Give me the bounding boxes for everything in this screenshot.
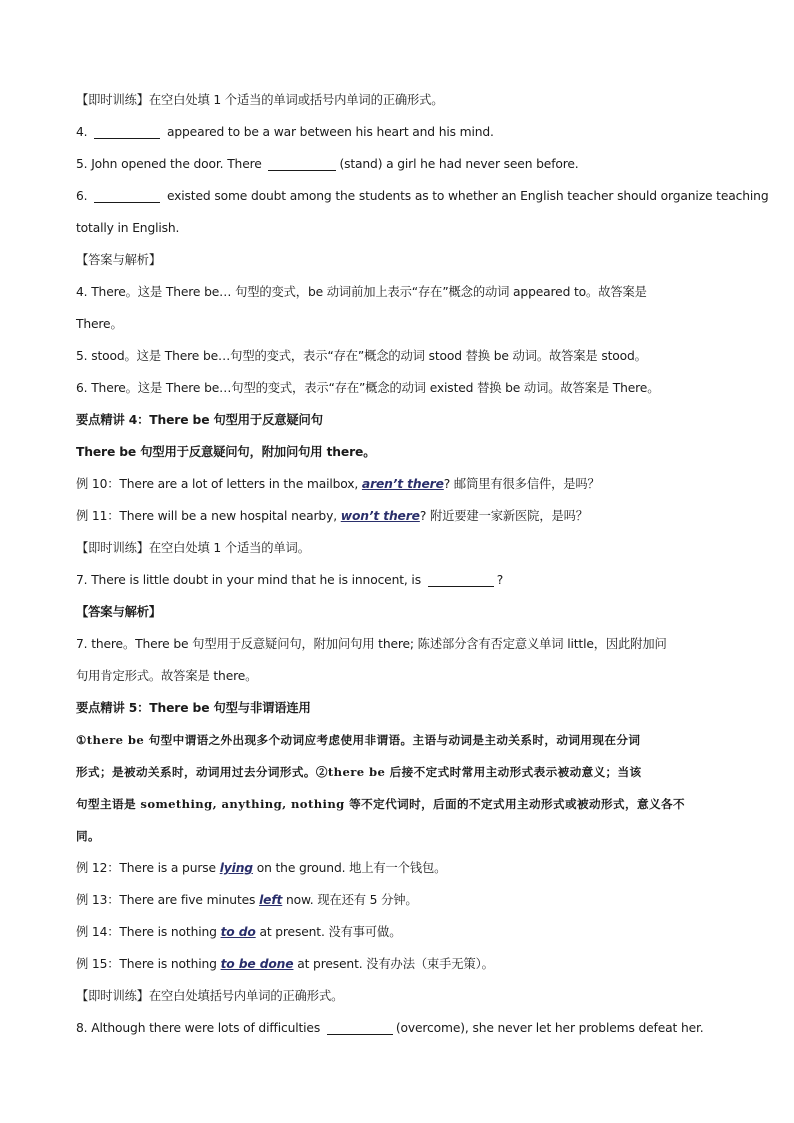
example-text: 例 12：There is a purse	[76, 861, 220, 875]
answer-7-continued: 句用肯定形式。故答案是 there。	[76, 669, 258, 683]
question-text: 7. There is little doubt in your mind that he is innocent, is	[76, 573, 425, 587]
question-text: (overcome), she never let her problems defeat her.	[395, 1021, 704, 1035]
example-highlight: won’t there	[340, 509, 420, 523]
example-highlight: lying	[219, 861, 253, 875]
example-text: at present. 没有事可做。	[255, 925, 402, 939]
answer-blank[interactable]	[268, 156, 336, 171]
rule-text-4: 同。	[76, 829, 100, 843]
rule-text-2: 形式；是被动关系时，动词用过去分词形式。②there be 后接不定式时常用主动形式表示被动意义；当该	[76, 765, 642, 779]
example-text: at present. 没有办法（束手无策）。	[293, 957, 494, 971]
example-text: 例 13：There are five minutes	[76, 893, 260, 907]
example-highlight: to be done	[220, 957, 294, 971]
example-13	[76, 884, 726, 916]
question-6-continued: totally in English.	[76, 221, 180, 235]
document-page	[76, 84, 769, 1044]
answer-4-continued: There。	[76, 317, 123, 331]
section-heading-5: 要点精讲 5：There be 句型与非谓语连用	[76, 701, 311, 715]
answer-blank[interactable]	[94, 188, 160, 203]
section-heading-4: 要点精讲 4：There be 句型用于反意疑问句	[76, 413, 323, 427]
question-8	[76, 1012, 726, 1044]
rule-text-3: 句型主语是 something, anything, nothing 等不定代词时，后面的不定式用主动形式或被动形式，意义各不	[76, 797, 685, 811]
answers-heading: 【答案与解析】	[76, 605, 162, 619]
question-text: ?	[496, 573, 504, 587]
example-15	[76, 948, 726, 980]
example-10	[76, 468, 726, 500]
example-text: ? 附近要建一家新医院，是吗？	[419, 509, 588, 523]
question-text: appeared to be a war between his heart and his mind.	[163, 125, 494, 139]
question-text: 5. John opened the door. There	[76, 157, 266, 171]
question-7	[76, 564, 726, 596]
answer-5: 5. stood。这是 There be…句型的变式，表示“存在”概念的动词 stood 替换 be 动词。故答案是 stood。	[76, 349, 647, 363]
example-text: on the ground. 地上有一个钱包。	[252, 861, 447, 875]
question-text: existed some doubt among the students as to whether an English teacher should organize teaching	[163, 189, 769, 203]
example-11	[76, 500, 726, 532]
example-text: 例 14：There is nothing	[76, 925, 221, 939]
question-5	[76, 148, 726, 180]
example-text: now. 现在还有 5 分钟。	[282, 893, 418, 907]
rule-text: There be 句型用于反意疑问句，附加问句用 there。	[76, 445, 376, 459]
answer-6: 6. There。这是 There be…句型的变式，表示“存在”概念的动词 existed 替换 be 动词。故答案是 There。	[76, 381, 660, 395]
example-highlight: left	[259, 893, 283, 907]
answer-blank[interactable]	[327, 1020, 393, 1035]
example-text: ? 邮筒里有很多信件，是吗？	[443, 477, 600, 491]
answer-blank[interactable]	[94, 124, 160, 139]
answer-7: 7. there。There be 句型用于反意疑问句，附加问句用 there; 陈述部分含有否定意义单词 little，因此附加问	[76, 637, 667, 651]
answer-blank[interactable]	[428, 572, 494, 587]
question-text: (stand) a girl he had never seen before.	[339, 157, 579, 171]
drill-heading: 【即时训练】在空白处填 1 个适当的单词或括号内单词的正确形式。	[76, 93, 444, 107]
rule-text-1: ①there be 句型中谓语之外出现多个动词应考虑使用非谓语。主语与动词是主动关系时，动词用现在分词	[76, 733, 641, 747]
example-14	[76, 916, 726, 948]
answers-heading: 【答案与解析】	[76, 253, 162, 267]
answer-4: 4. There。这是 There be… 句型的变式，be 动词前加上表示“存在”概念的动词 appeared to。故答案是	[76, 285, 647, 299]
question-6	[76, 180, 769, 212]
example-12	[76, 852, 726, 884]
example-text: 例 15：There is nothing	[76, 957, 221, 971]
drill-heading: 【即时训练】在空白处填括号内单词的正确形式。	[76, 989, 344, 1003]
question-4	[76, 116, 726, 148]
drill-heading: 【即时训练】在空白处填 1 个适当的单词。	[76, 541, 310, 555]
question-number: 6.	[76, 189, 92, 203]
question-number: 4.	[76, 125, 92, 139]
example-highlight: to do	[220, 925, 256, 939]
example-text: 例 10：There are a lot of letters in the mailbox,	[76, 477, 362, 491]
question-text: 8. Although there were lots of difficulties	[76, 1021, 324, 1035]
example-text: 例 11：There will be a new hospital nearby,	[76, 509, 341, 523]
example-highlight: aren’t there	[361, 477, 444, 491]
